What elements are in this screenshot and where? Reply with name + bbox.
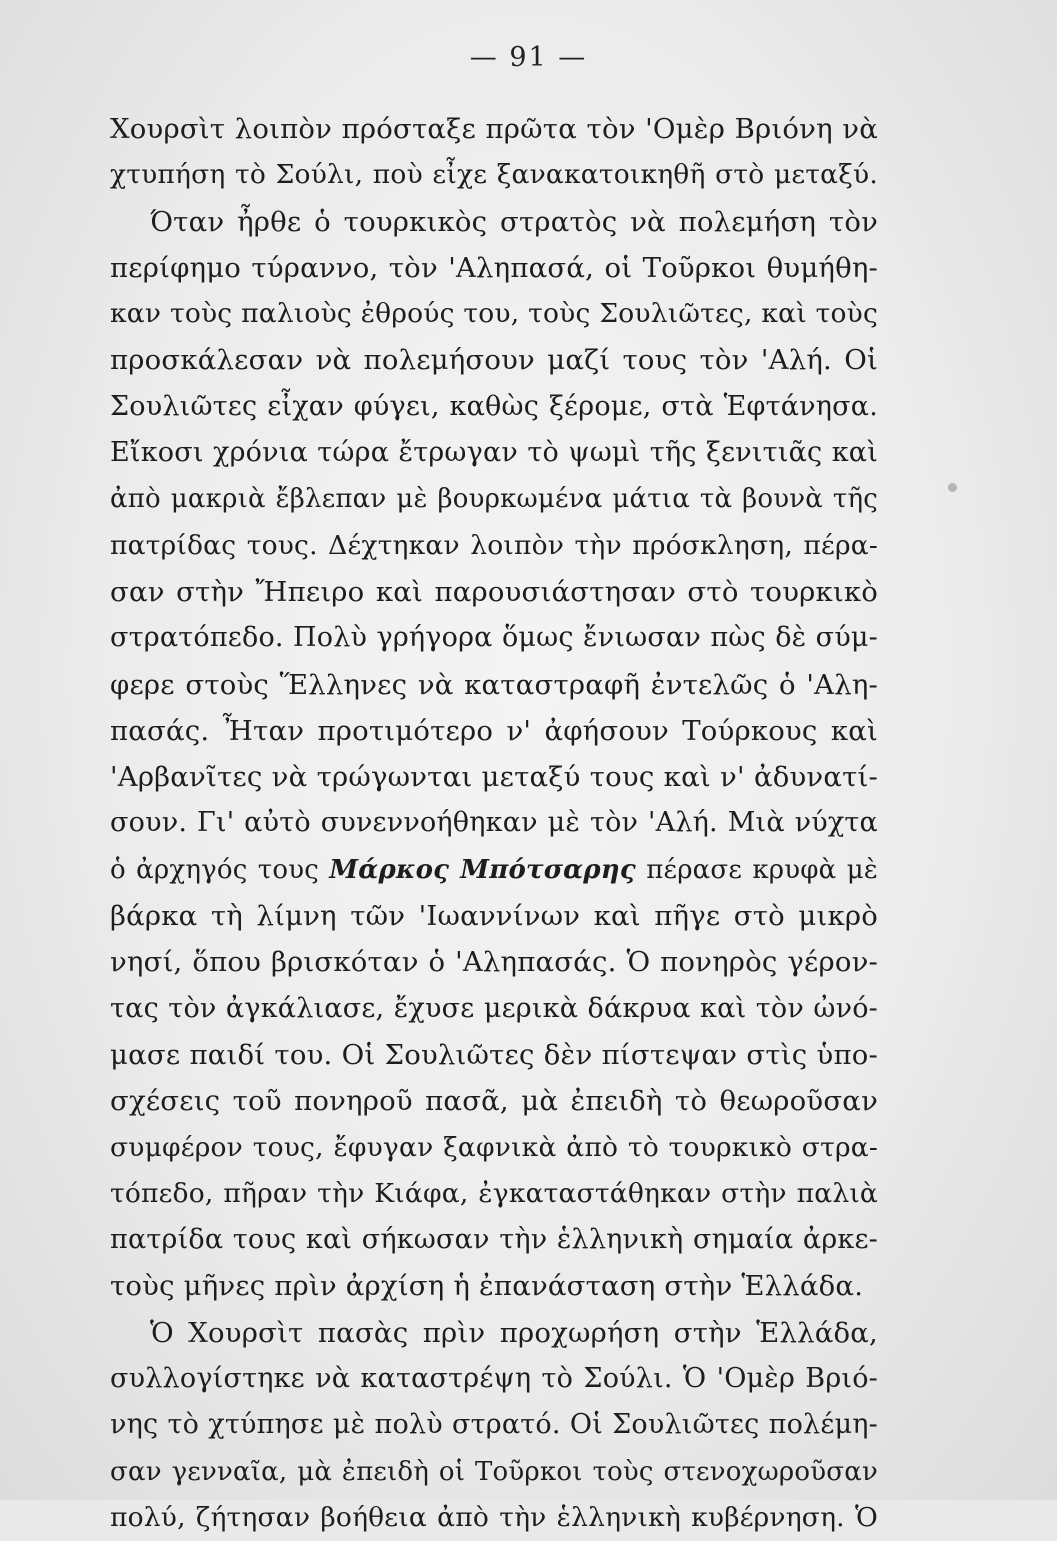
text-line: τοὺς μῆνες πρὶν ἀρχίση ἡ ἐπανάσταση στὴν Ἑλλάδα. [110, 1270, 864, 1303]
text-line: στρατόπεδο. Πολὺ γρήγορα ὅμως ἔνιωσαν πὼς δὲ σύμ- [110, 622, 878, 654]
text-line: τας τὸν ἀγκάλιασε, ἔχυσε μερικὰ δάκρυα καὶ τὸν ὠνό- [110, 992, 878, 1024]
text-line: νησί, ὅπου βρισκόταν ὁ 'Αληπασάς. Ὁ πονηρὸς γέρον- [110, 946, 878, 979]
text-line: πολύ, ζήτησαν βοήθεια ἀπὸ τὴν ἑλληνικὴ κυβέρνηση. Ὁ [110, 1501, 878, 1533]
text-line: σαν γενναῖα, μὰ ἐπειδὴ οἱ Τοῦρκοι τοὺς στενοχωροῦσαν [110, 1456, 878, 1487]
text-line: Σουλιῶτες εἶχαν φύγει, καθὼς ξέρομε, στὰ Ἑφτάνησα. [110, 390, 878, 422]
text-line: καν τοὺς παλιοὺς ἐθρούς του, τοὺς Σουλιῶτες, καὶ τοὺς [110, 298, 878, 330]
text-line: Χουρσὶτ λοιπὸν πρόσταξε πρῶτα τὸν 'Ομὲρ Βριόνη νὰ [110, 113, 878, 145]
text-line: συμφέρον τους, ἔφυγαν ξαφνικὰ ἀπὸ τὸ τουρκικὸ στρα- [110, 1131, 878, 1163]
text-line: τόπεδο, πῆραν τὴν Κιάφα, ἐγκαταστάθηκαν στὴν παλιὰ [110, 1177, 878, 1209]
text-line: νης τὸ χτύπησε μὲ πολὺ στρατό. Οἱ Σουλιῶτες πολέμη- [110, 1409, 878, 1441]
text-line: Εἴκοσι χρόνια τώρα ἔτρωγαν τὸ ψωμὶ τῆς ξενιτιᾶς καὶ [110, 437, 878, 469]
paper-speck [948, 483, 957, 492]
text-line [110, 847, 878, 893]
text-line: συλλογίστηκε νὰ καταστρέψη τὸ Σούλι. Ὁ 'Ομὲρ Βριό- [110, 1363, 878, 1395]
text-line: βάρκα τὴ λίμνη τῶν 'Ιωαννίνων καὶ πῆγε στὸ μικρὸ [110, 900, 878, 933]
text-line: σχέσεις τοῦ πονηροῦ πασᾶ, μὰ ἐπειδὴ τὸ θεωροῦσαν [110, 1085, 878, 1118]
text-line: σαν στὴν Ἤπειρο καὶ παρουσιάστησαν στὸ τουρκικὸ [110, 575, 878, 608]
page-number: — 91 — [469, 42, 588, 73]
text-line: πατρίδα τους καὶ σήκωσαν τὴν ἑλληνικὴ σημαία ἀρκε- [110, 1224, 878, 1256]
text-line: Όταν ἦρθε ὁ τουρκικὸς στρατὸς νὰ πολεμήση τὸν [150, 205, 878, 238]
text-line: προσκάλεσαν νὰ πολεμήσουν μαζί τους τὸν 'Αλή. Οἱ [110, 344, 878, 377]
text-line: χτυπήση τὸ Σούλι, ποὺ εἶχε ξανακατοικηθῆ στὸ μεταξύ. [110, 159, 878, 191]
text-segment: πέρασε κρυφὰ μὲ [635, 854, 878, 885]
text-line: πασάς. Ἦταν προτιμότερο ν' ἀφήσουν Τούρκους καὶ [110, 714, 878, 747]
text-line: Ὁ Χουρσὶτ πασὰς πρὶν προχωρήση στὴν Ἑλλάδα, [150, 1316, 878, 1349]
text-line: μασε παιδί του. Οἱ Σουλιῶτες δὲν πίστεψαν στὶς ὑπο- [110, 1038, 878, 1071]
text-line: ἀπὸ μακριὰ ἔβλεπαν μὲ βουρκωμένα μάτια τὰ βουνὰ τῆς [110, 484, 878, 515]
emphasized-name: Μάρκος Μπότσαρης [329, 854, 636, 885]
text-line: 'Αρβανῖτες νὰ τρώγωνται μεταξύ τους καὶ ν' ἀδυνατί- [110, 761, 878, 794]
text-line: περίφημο τύραννο, τὸν 'Αληπασά, οἱ Τοῦρκοι θυμήθη- [110, 251, 878, 284]
text-line: φερε στοὺς Ἕλληνες νὰ καταστραφῆ ἐντελῶς ὁ 'Αλη- [110, 668, 878, 701]
body-text [110, 106, 878, 1541]
text-segment: ὁ ἀρχηγός τους [110, 854, 330, 885]
text-line: σουν. Γι' αὐτὸ συνεννοήθηκαν μὲ τὸν 'Αλή. Μιὰ νύχτα [110, 807, 878, 839]
text-line: πατρίδας τους. Δέχτηκαν λοιπὸν τὴν πρόσκληση, πέρα- [110, 529, 878, 561]
